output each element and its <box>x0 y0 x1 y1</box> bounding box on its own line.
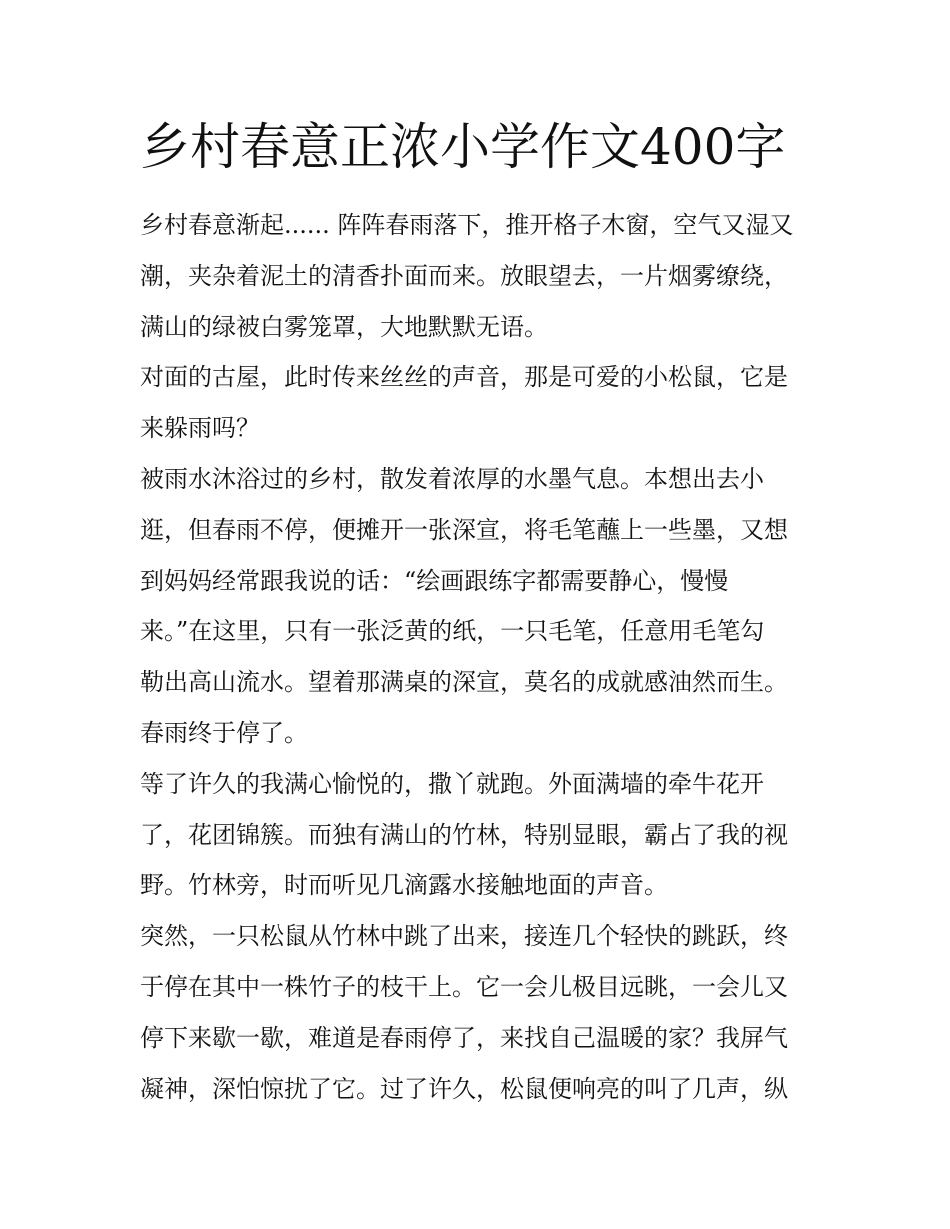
text-line: 逛，但春雨不停，便摊开一张深宣，将毛笔蘸上一些墨，又想 <box>140 515 788 544</box>
text-line: 了，花团锦簇。而独有满山的竹林，特别显眼，霸占了我的视 <box>140 820 788 849</box>
text-line: 突然，一只松鼠从竹林中跳了出来，接连几个轻快的跳跃，终 <box>140 922 788 951</box>
text-line: 春雨终于停了。 <box>140 718 308 747</box>
text-line: 到妈妈经常跟我说的话：“绘画跟练字都需要静心，慢慢 <box>140 566 729 595</box>
text-line: 勒出高山流水。望着那满桌的深宣，莫名的成就感油然而生。 <box>140 668 788 697</box>
text-line: 满山的绿被白雾笼罩，大地默默无语。 <box>140 312 548 341</box>
text-line: 于停在其中一株竹子的枝干上。它一会儿极目远眺，一会儿又 <box>140 972 788 1001</box>
text-line: 野。竹林旁，时而听见几滴露水接触地面的声音。 <box>140 871 668 900</box>
text-line: 凝神，深怕惊扰了它。过了许久，松鼠便响亮的叫了几声，纵 <box>140 1074 788 1103</box>
page-title: 乡村春意正浓小学作文400字 <box>140 118 786 176</box>
text-line: 等了许久的我满心愉悦的，撒丫就跑。外面满墙的牵牛花开 <box>140 769 764 798</box>
text-line: 来。”在这里，只有一张泛黄的纸，一只毛笔，任意用毛笔勾 <box>140 617 765 646</box>
text-line: 潮，夹杂着泥土的清香扑面而来。放眼望去，一片烟雾缭绕， <box>140 261 788 290</box>
text-line: 来躲雨吗？ <box>140 414 260 443</box>
essay-body <box>140 200 815 1114</box>
text-line: 对面的古屋，此时传来丝丝的声音，那是可爱的小松鼠，它是 <box>140 363 788 392</box>
text-line: 乡村春意渐起...... 阵阵春雨落下，推开格子木窗，空气又湿又 <box>140 211 794 239</box>
text-line: 被雨水沐浴过的乡村，散发着浓厚的水墨气息。本想出去小 <box>140 464 764 493</box>
text-line: 停下来歇一歇，难道是春雨停了，来找自己温暖的家？我屏气 <box>140 1023 788 1052</box>
